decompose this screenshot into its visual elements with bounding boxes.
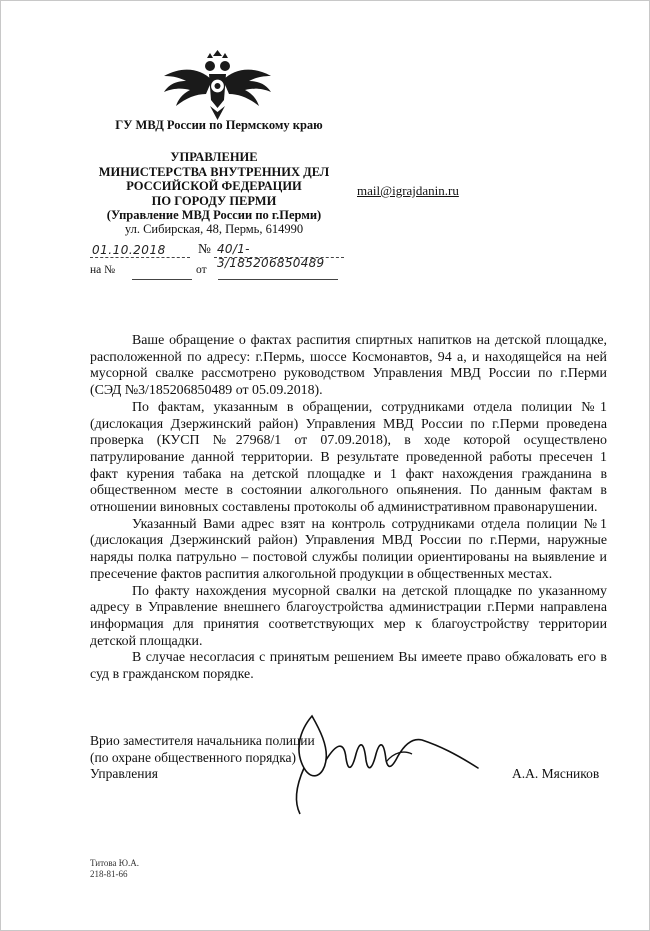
body-paragraph: По фактам, указанным в обращении, сотрудниками отдела полиции №1 (дислокация Дзержинский район) Управления МВД России по г.Перми проведена проверка (КУСП №27968/1 от 07.09.2018), в ходе которой осуществлено патрулирование данной территории. В результате проведенной работы пресечен 1 факт курения табака на детской площадке и 1 факт нахождения гражданина в общественном месте в состоянии алкогольного опьянения. По данным фактам в отношении виновных составлены протоколы об административном правонарушении.: [90, 399, 607, 516]
reference-date-label: от: [196, 264, 207, 276]
position-line: (по охране общественного порядка): [90, 749, 297, 765]
handwritten-signature: [290, 710, 520, 820]
recipient-email: mail@igrajdanin.ru: [357, 183, 459, 198]
body-paragraph: Указанный Вами адрес взят на контроль сотрудниками отдела полиции №1 (дислокация Дзержинский район) Управления МВД России по г.Перми, наружные наряды полка патрульно – постовой службы полиции ориентированы на выявление и пресечение фактов распития алкогольной продукции в общественных местах.: [90, 516, 607, 582]
signer-position: [90, 733, 315, 783]
executor-info: [90, 858, 139, 880]
body-paragraph: Ваше обращение о фактах распития спиртных напитков на детской площадке, расположенной по адресу: г.Пермь, шоссе Космонавтов, 94 а, и находящейся на ней мусорной свалке рассмотрено руководством Управления МВД России по г.Перми (СЭД №3/185206850489 от 05.09.2018).: [90, 333, 607, 399]
body-paragraph: По факту нахождения мусорной свалки на детской площадке по указанному адресу в Управление внешнего благоустройства администрации г.Перми направлена информация для принятия соответствующих мер к благоустройству территории детской площадки.: [90, 583, 607, 649]
reference-date-underline: [218, 279, 338, 280]
agency-title: ГУ МВД России по Пермскому краю: [115, 118, 323, 132]
executor-name: Титова Ю.А.: [90, 858, 140, 868]
header-line: (Управление МВД России по г.Перми): [106, 208, 322, 223]
executor-phone: 218-81-66: [90, 869, 128, 879]
reference-line: [90, 262, 350, 284]
date-underline: [90, 257, 190, 258]
department-address: ул. Сибирская, 48, Пермь, 614990: [124, 222, 304, 236]
header-line: РОССИЙСКОЙ ФЕДЕРАЦИИ: [126, 179, 302, 194]
department-header: [76, 150, 352, 223]
letter-body: [90, 333, 607, 684]
position-line: Управления: [90, 766, 158, 781]
number-sign: №: [198, 241, 211, 256]
header-line: МИНИСТЕРСТВА ВНУТРЕННИХ ДЕЛ: [98, 164, 330, 179]
reference-number-underline: [132, 279, 192, 280]
registration-number: 40/1-3/185206850489: [217, 242, 325, 270]
reference-number-label: на №: [90, 264, 116, 276]
header-line: УПРАВЛЕНИЕ: [170, 150, 258, 164]
position-line: Врио заместителя начальника полиции: [90, 733, 315, 748]
header-line: ПО ГОРОДУ ПЕРМИ: [151, 193, 277, 208]
signer-name: А.А. Мясников: [512, 766, 600, 781]
double-headed-eagle-emblem-icon: [160, 50, 275, 122]
body-paragraph: В случае несогласия с принятым решением Вы имеете право обжаловать его в суд в гражданском порядке.: [90, 650, 607, 683]
registration-date: 01.10.2018: [92, 243, 166, 257]
